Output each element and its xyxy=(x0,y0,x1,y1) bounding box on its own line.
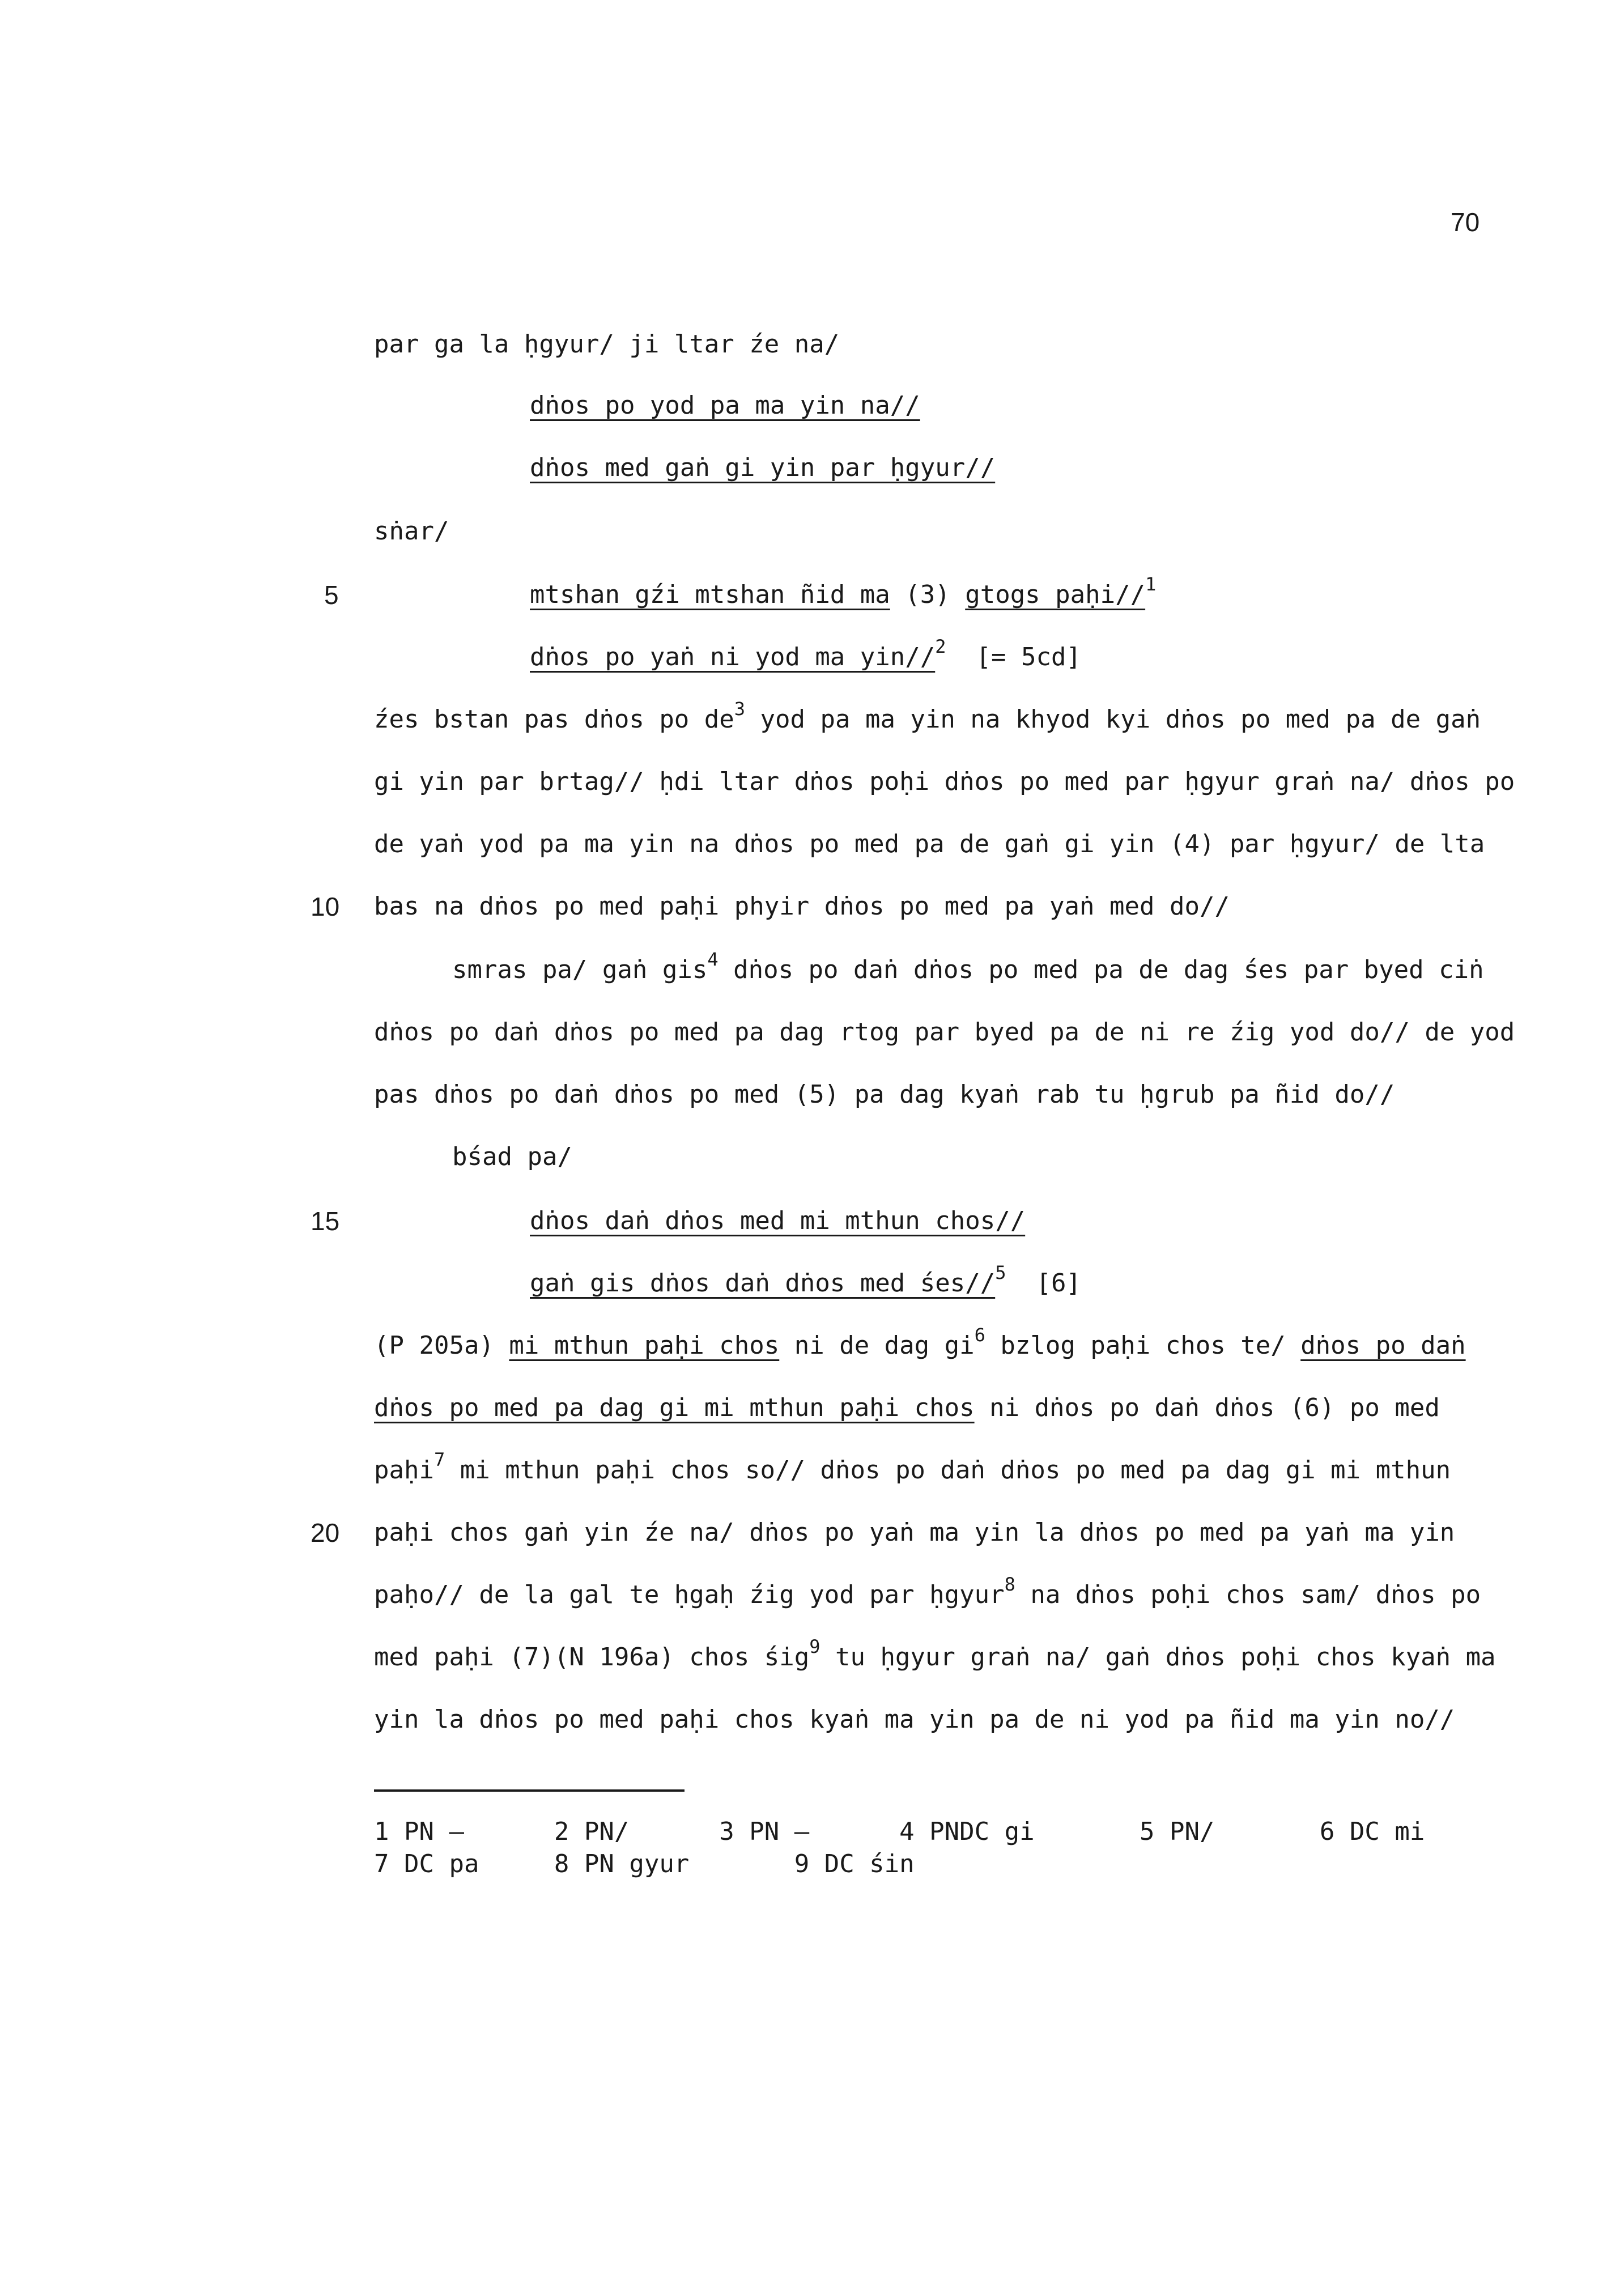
text-line-10 xyxy=(374,890,1230,924)
text-line-3 xyxy=(530,451,995,485)
footnote-ref: 1 xyxy=(1145,573,1157,595)
text-line-15 xyxy=(530,1204,1025,1238)
quoted-text: mi mthun paḥi chos xyxy=(509,1331,780,1360)
footnote-ref: 9 xyxy=(809,1636,820,1657)
verse-reference: [= 5cd] xyxy=(946,643,1081,671)
line-text: par ga la ḥgyur/ ji ltar źe na/ xyxy=(374,330,840,359)
line-text: bśad pa/ xyxy=(452,1142,572,1171)
footnote-ref: 6 xyxy=(974,1324,985,1346)
verse-text: dṅos po yod pa ma yin na// xyxy=(530,391,920,420)
line-number-10: 10 xyxy=(311,892,340,921)
footnote-rule xyxy=(374,1789,685,1792)
text-line-1 xyxy=(374,328,839,362)
line-text: bas na dṅos po med paḥi phyir dṅos po med pa yaṅ med do// xyxy=(374,892,1230,921)
line-text: yod pa ma yin na khyod kyi dṅos po med pa de gaṅ xyxy=(745,705,1481,734)
page-number: 70 xyxy=(1451,207,1480,237)
footnote-ref: 3 xyxy=(734,698,746,720)
footnote-row-2: 7 DC pa 8 PN gyur 9 DC śin xyxy=(374,1849,915,1878)
text-line-16 xyxy=(530,1262,1081,1300)
line-text: paḥo// de la gal te ḥgaḥ źig yod par ḥgyur xyxy=(374,1580,1005,1609)
text-line-18 xyxy=(374,1391,1440,1425)
footnote-ref: 7 xyxy=(433,1449,445,1470)
footnote-ref: 5 xyxy=(995,1262,1006,1283)
text-line-8 xyxy=(374,765,1515,799)
folio-marker: (P 205a) xyxy=(374,1331,509,1360)
text-line-12 xyxy=(374,1015,1515,1049)
text-line-21 xyxy=(374,1574,1481,1612)
folio-marker: (3) xyxy=(890,580,966,609)
text-line-11 xyxy=(452,949,1484,987)
line-text: na dṅos poḥi chos sam/ dṅos po xyxy=(1015,1580,1481,1609)
verse-text: dṅos daṅ dṅos med mi mthun chos// xyxy=(530,1206,1026,1235)
text-line-17 xyxy=(374,1324,1466,1363)
line-text: pas dṅos po daṅ dṅos po med (5) pa dag kyaṅ rab tu ḥgrub pa ñid do// xyxy=(374,1080,1395,1109)
line-text: de yaṅ yod pa ma yin na dṅos po med pa de gaṅ gi yin (4) par ḥgyur/ de lta xyxy=(374,830,1485,858)
line-text: sṅar/ xyxy=(374,517,449,546)
text-line-23 xyxy=(374,1703,1455,1737)
text-line-13 xyxy=(374,1078,1395,1112)
verse-text: gaṅ gis dṅos daṅ dṅos med śes// xyxy=(530,1269,996,1298)
text-line-14 xyxy=(452,1140,572,1174)
text-line-19 xyxy=(374,1449,1451,1487)
verse-reference: [6] xyxy=(1006,1269,1081,1298)
verse-text: dṅos po yaṅ ni yod ma yin// xyxy=(530,643,936,671)
verse-text: gtogs paḥi// xyxy=(965,580,1146,609)
line-text: med paḥi (7)(N 196a) chos śig xyxy=(374,1643,810,1672)
line-text: ni de dag gi xyxy=(779,1331,975,1360)
quoted-text: dṅos po daṅ xyxy=(1300,1331,1466,1360)
verse-text: dṅos med gaṅ gi yin par ḥgyur// xyxy=(530,453,996,482)
text-line-6 xyxy=(530,636,1081,674)
verse-text: mtshan gźi mtshan ñid ma xyxy=(530,580,890,609)
line-number-15: 15 xyxy=(311,1206,340,1236)
text-line-20 xyxy=(374,1516,1455,1550)
footnote-row-1: 1 PN — 2 PN/ 3 PN — 4 PNDC gi 5 PN/ 6 DC mi xyxy=(374,1817,1425,1846)
text-line-22 xyxy=(374,1636,1496,1674)
line-text: mi mthun paḥi chos so// dṅos po daṅ dṅos po med pa dag gi mi mthun xyxy=(445,1456,1451,1485)
line-text: yin la dṅos po med paḥi chos kyaṅ ma yin pa de ni yod pa ñid ma yin no// xyxy=(374,1705,1455,1734)
quoted-text: dṅos po med pa dag gi mi mthun paḥi chos xyxy=(374,1393,975,1422)
text-line-4 xyxy=(374,515,449,549)
line-text: ni dṅos po daṅ dṅos (6) po med xyxy=(974,1393,1440,1422)
line-text: źes bstan pas dṅos po de xyxy=(374,705,734,734)
line-number-5: 5 xyxy=(324,580,339,610)
line-text: smras pa/ gaṅ gis xyxy=(452,955,708,984)
footnote-ref: 8 xyxy=(1004,1574,1015,1595)
line-text: tu ḥgyur graṅ na/ gaṅ dṅos poḥi chos kyaṅ ma xyxy=(820,1643,1496,1672)
text-line-5 xyxy=(530,573,1157,612)
line-text: paḥi chos gaṅ yin źe na/ dṅos po yaṅ ma yin la dṅos po med pa yaṅ ma yin xyxy=(374,1518,1455,1547)
footnote-ref: 2 xyxy=(935,636,946,657)
text-line-2 xyxy=(530,389,920,423)
line-text: gi yin par brtag// ḥdi ltar dṅos poḥi dṅos po med par ḥgyur graṅ na/ dṅos po xyxy=(374,767,1515,796)
line-text: dṅos po daṅ dṅos po med pa de dag śes par byed ciṅ xyxy=(718,955,1484,984)
line-number-20: 20 xyxy=(311,1518,340,1547)
text-line-7 xyxy=(374,698,1481,737)
footnote-ref: 4 xyxy=(707,949,719,970)
text-line-9 xyxy=(374,827,1485,861)
line-text: dṅos po daṅ dṅos po med pa dag rtog par byed pa de ni re źig yod do// de yod xyxy=(374,1018,1515,1047)
line-text: bzlog paḥi chos te/ xyxy=(985,1331,1301,1360)
line-text: paḥi xyxy=(374,1456,434,1485)
